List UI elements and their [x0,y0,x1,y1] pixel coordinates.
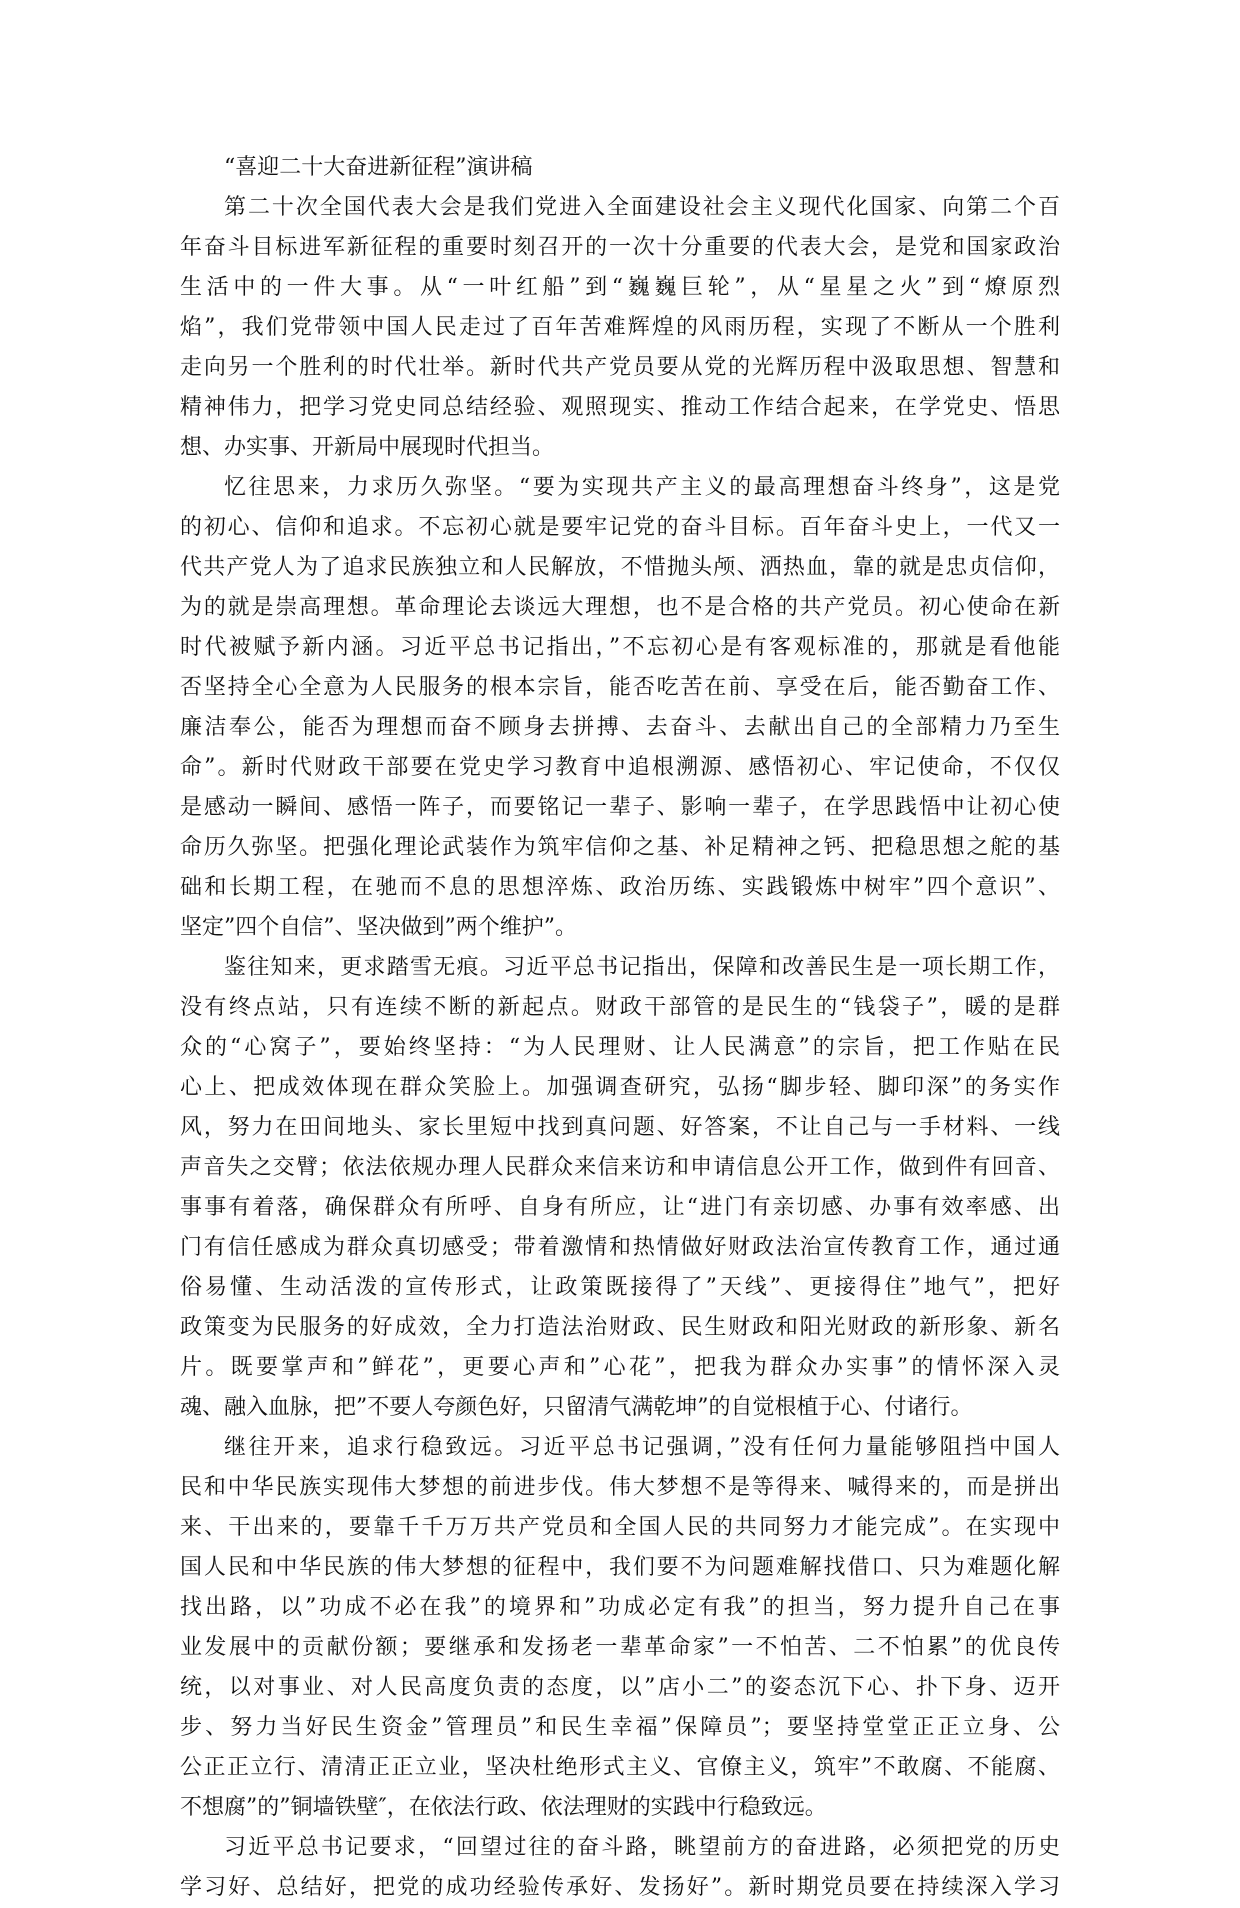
body-line: 命”。新时代财政干部要在党史学习教育中追根溯源、感悟初心、牢记使命，不仅仅 [180,755,1060,780]
body-line: 础和长期工程，在驰而不息的思想淬炼、政治历练、实践锻炼中树牢”四个意识”、 [180,875,1060,900]
body-line: 生活中的一件大事。从“一叶红船”到“巍巍巨轮”，从“星星之火”到“燎原烈 [180,275,1060,300]
body-line: 众的“心窝子”，要始终坚持：“为人民理财、让人民满意”的宗旨，把工作贴在民 [180,1035,1060,1060]
body-line: 魂、融入血脉，把”不要人夸颜色好，只留清气满乾坤”的自觉根植于心、付诸行。 [180,1395,973,1420]
body-line: 来、干出来的，要靠千千万万共产党员和全国人民的共同努力才能完成”。在实现中 [180,1515,1060,1540]
body-line: 事事有着落，确保群众有所呼、自身有所应，让“进门有亲切感、办事有效率感、出 [180,1195,1060,1220]
body-line: 声音失之交臂；依法依规办理人民群众来信来访和申请信息公开工作，做到件有回音、 [180,1155,1060,1180]
body-line: 门有信任感成为群众真切感受；带着激情和热情做好财政法治宣传教育工作，通过通 [180,1235,1060,1260]
body-line: 坚定”四个自信”、坚决做到”两个维护”。 [180,915,577,940]
body-line: 命历久弥坚。把强化理论武装作为筑牢信仰之基、补足精神之钙、把稳思想之舵的基 [180,835,1060,860]
body-line: 找出路，以”功成不必在我”的境界和”功成必定有我”的担当，努力提升自己在事 [180,1595,1060,1620]
body-line: 国人民和中华民族的伟大梦想的征程中，我们要不为问题难解找借口、只为难题化解 [180,1555,1060,1580]
document-page [180,148,1060,1908]
body-line: 公正正立行、清清正正立业，坚决杜绝形式主义、官僚主义，筑牢”不敢腐、不能腐、 [180,1755,1060,1780]
body-line: 俗易懂、生动活泼的宣传形式，让政策既接得了”天线”、更接得住”地气”，把好 [180,1275,1060,1300]
body-line: 代共产党人为了追求民族独立和人民解放，不惜抛头颅、洒热血，靠的就是忠贞信仰， [180,555,1060,580]
body-line: 业发展中的贡献份额；要继承和发扬老一辈革命家”一不怕苦、二不怕累”的优良传 [180,1635,1060,1660]
body-line: 不想腐”的”铜墙铁壁″，在依法行政、依法理财的实践中行稳致远。 [180,1795,827,1820]
body-line: 走向另一个胜利的时代壮举。新时代共产党员要从党的光辉历程中汲取思想、智慧和 [180,355,1060,380]
body-line: 政策变为民服务的好成效，全力打造法治财政、民生财政和阳光财政的新形象、新名 [180,1315,1060,1340]
body-line: 是感动一瞬间、感悟一阵子，而要铭记一辈子、影响一辈子，在学思践悟中让初心使 [180,795,1060,820]
body-line: 没有终点站，只有连续不断的新起点。财政干部管的是民生的“钱袋子”，暖的是群 [180,995,1060,1020]
body-line: 习近平总书记要求，“回望过往的奋斗路，眺望前方的奋进路，必须把党的历史 [224,1835,1060,1860]
body-line: 风，努力在田间地头、家长里短中找到真问题、好答案，不让自己与一手材料、一线 [180,1115,1060,1140]
body-line: 学习好、总结好，把党的成功经验传承好、发扬好”。新时期党员要在持续深入学习 [180,1875,1060,1900]
body-line: 继往开来，追求行稳致远。习近平总书记强调，”没有任何力量能够阻挡中国人 [224,1435,1060,1460]
body-line: 心上、把成效体现在群众笑脸上。加强调查研究，弘扬“脚步轻、脚印深”的务实作 [180,1075,1060,1100]
body-line: 为的就是崇高理想。革命理论去谈远大理想，也不是合格的共产党员。初心使命在新 [180,595,1060,620]
body-line: 步、努力当好民生资金”管理员”和民生幸福”保障员”；要坚持堂堂正正立身、公 [180,1715,1060,1740]
body-line: 统，以对事业、对人民高度负责的态度，以”店小二”的姿态沉下心、扑下身、迈开 [180,1675,1060,1700]
body-line: 鉴往知来，更求踏雪无痕。习近平总书记指出，保障和改善民生是一项长期工作， [224,955,1060,980]
body-line: 否坚持全心全意为人民服务的根本宗旨，能否吃苦在前、享受在后，能否勤奋工作、 [180,675,1060,700]
body-line: 的初心、信仰和追求。不忘初心就是要牢记党的奋斗目标。百年奋斗史上，一代又一 [180,515,1060,540]
body-line: 忆往思来，力求历久弥坚。“要为实现共产主义的最高理想奋斗终身”，这是党 [224,475,1060,500]
body-line: 第二十次全国代表大会是我们党进入全面建设社会主义现代化国家、向第二个百 [224,195,1060,220]
body-line: 片。既要掌声和”鲜花”，更要心声和”心花”，把我为群众办实事”的情怀深入灵 [180,1355,1060,1380]
body-line: 精神伟力，把学习党史同总结经验、观照现实、推动工作结合起来，在学党史、悟思 [180,395,1060,420]
body-line: 民和中华民族实现伟大梦想的前进步伐。伟大梦想不是等得来、喊得来的，而是拼出 [180,1475,1060,1500]
body-line: 想、办实事、开新局中展现时代担当。 [180,435,555,460]
body-line: 年奋斗目标进军新征程的重要时刻召开的一次十分重要的代表大会，是党和国家政治 [180,235,1060,260]
body-line: 廉洁奉公，能否为理想而奋不顾身去拼搏、去奋斗、去献出自己的全部精力乃至生 [180,715,1060,740]
body-line: 时代被赋予新内涵。习近平总书记指出，”不忘初心是有客观标准的，那就是看他能 [180,635,1060,660]
body-line: 焰”，我们党带领中国人民走过了百年苦难辉煌的风雨历程，实现了不断从一个胜利 [180,315,1060,340]
document-title: “喜迎二十大奋进新征程”演讲稿 [224,155,533,180]
